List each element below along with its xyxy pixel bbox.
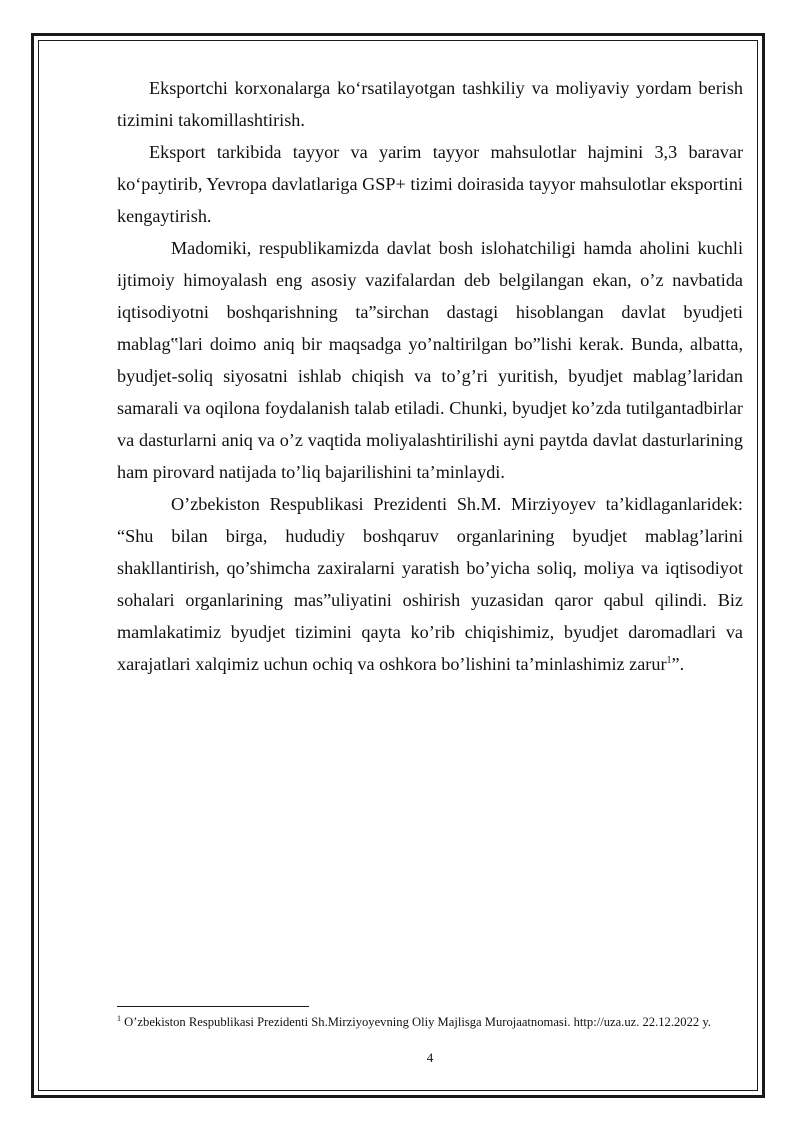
footnote-separator [117, 1006, 309, 1007]
paragraph-3: Madomiki, respublikamizda davlat bosh islohatchiligi hamda aholini kuchli ijtimoiy himoyalash eng asosiy vazifalardan deb belgilangan ekan, o’z navbatida iqtisodiyotni boshqarishning ta”sirchan dastagi hisoblangan davlat byudjeti mablag‟lari doimo aniq bir maqsadga yo’naltirilgan bo”lishi kerak. Bunda, albatta, byudjet-soliq siyosatni ishlab chiqish va to’g’ri yuritish, byudjet mablag’laridan samarali va oqilona foydalanish talab etiladi. Chunki, byudjet ko’zda tutilgantadbirlar va dasturlarni aniq va o’z vaqtida moliyalashtirilishi ayni paytda davlat dasturlarining ham pirovard natijada to’liq bajarilishini ta’minlaydi. [117, 238, 743, 482]
paragraph-4 [117, 488, 743, 680]
page-number: 4 [426, 1050, 434, 1065]
paragraph-4-text: O’zbekiston Respublikasi Prezidenti Sh.M. Mirziyoyev ta’kidlaganlaridek: “Shu bilan birga, hududiy boshqaruv organlarining byudjet mablag’larini shakllantirish, qo’shimcha zaxiralarni yaratish bo’yicha soliq, moliya va iqtisodiyot sohalari organlarining mas”uliyatini oshirish yuzasidan qaror qabul qilindi. Biz mamlakatimiz byudjet tizimini qayta ko’rib chiqishimiz, byudjet daromadlari va xarajatlari xalqimiz uchun ochiq va oshkora bo’lishini ta’minlashimiz zarur [117, 494, 743, 674]
footnote-marker: 1 [117, 1013, 121, 1023]
footnote-text: O’zbekiston Respublikasi Prezidenti Sh.Mirziyoyevning Oliy Majlisga Murojaatnomasi. http://uza.uz. 22.12.2022 y. [121, 1015, 711, 1029]
footnote [117, 1014, 745, 1030]
footnote-reference[interactable]: 1 [666, 654, 672, 666]
paragraph-2: Eksport tarkibida tayyor va yarim tayyor mahsulotlar hajmini 3,3 baravar ko‘paytirib, Yevropa davlatlariga GSP+ tizimi doirasida tayyor mahsulotlar eksportini kengaytirish. [117, 142, 743, 226]
body-text [117, 72, 743, 680]
quote-close: ”. [671, 654, 685, 674]
paragraph-1: Eksportchi korxonalarga ko‘rsatilayotgan tashkiliy va moliyaviy yordam berish tizimini takomillashtirish. [117, 78, 743, 130]
